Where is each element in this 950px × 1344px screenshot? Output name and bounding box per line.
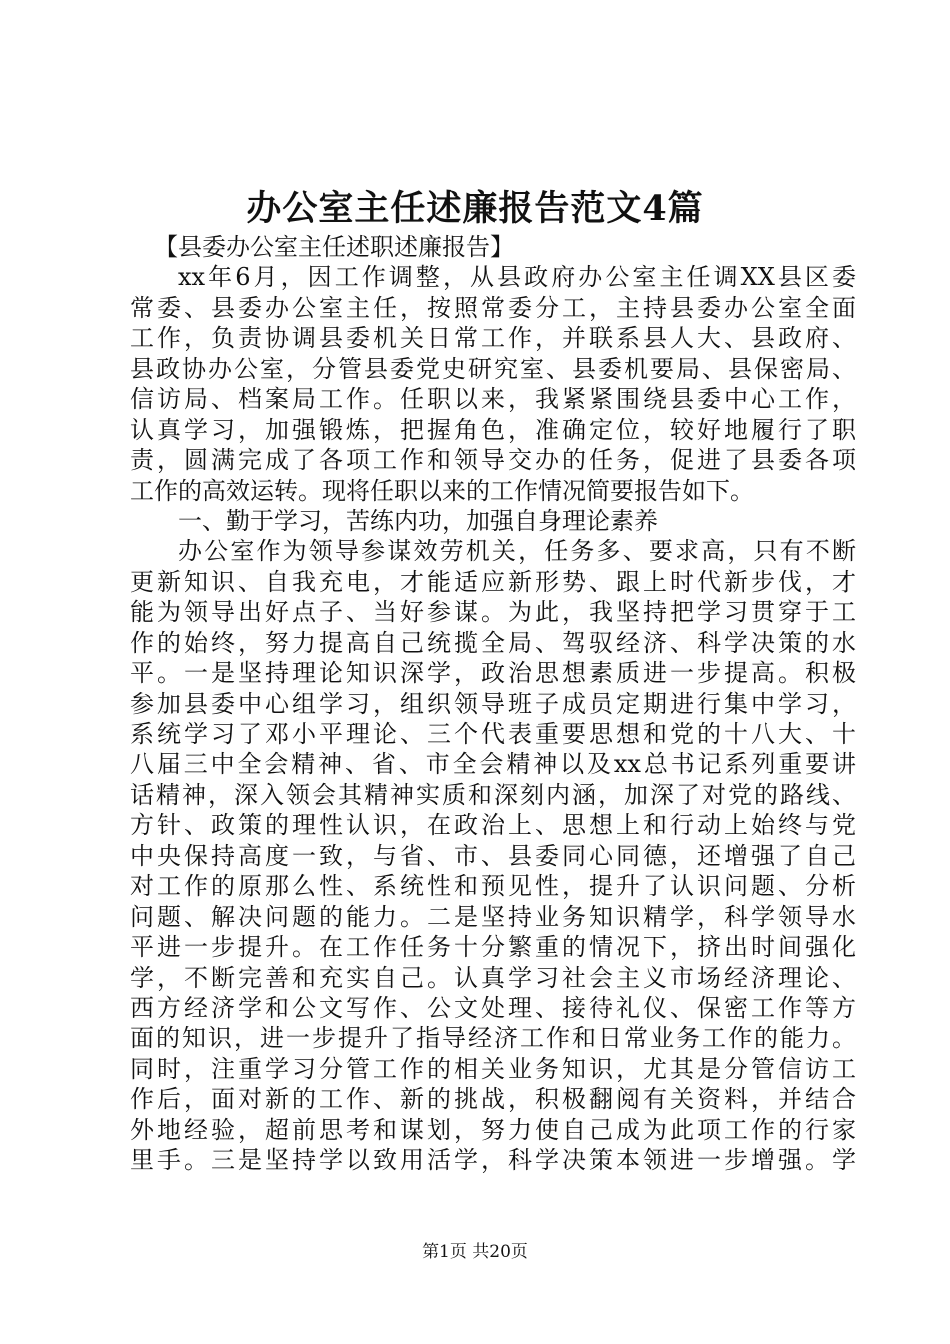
document-title: 办公室主任述廉报告范文4篇: [246, 188, 704, 229]
paragraph-line: 面的知识，进一步提升了指导经济工作和日常业务工作的能力。: [130, 1024, 856, 1053]
paragraph-line: 作后，面对新的工作、新的挑战，积极翻阅有关资料，并结合: [130, 1085, 856, 1114]
paragraph-line: 更新知识、自我充电，才能适应新形势、跟上时代新步伐，才: [130, 567, 856, 596]
paragraph-line: 中央保持高度一致，与省、市、县委同心同德，还增强了自己: [130, 841, 856, 870]
paragraph-line: 方针、政策的理性认识，在政治上、思想上和行动上始终与党: [130, 811, 856, 840]
paragraph-line: 工作的高效运转。现将任职以来的工作情况简要报告如下。: [130, 476, 754, 505]
section-heading-bracket: 【县委办公室主任述职述廉报告】: [154, 233, 514, 261]
paragraph-line: 参加县委中心组学习，组织领导班子成员定期进行集中学习，: [130, 689, 856, 718]
paragraph-line: xx年6月，因工作调整，从县政府办公室主任调XX县区委: [178, 263, 856, 292]
paragraph-line: 作的始终，努力提高自己统揽全局、驾驭经济、科学决策的水: [130, 628, 856, 657]
paragraph-line: 外地经验，超前思考和谋划，努力使自己成为此项工作的行家: [130, 1115, 856, 1144]
page-total: 共20页: [472, 1242, 528, 1262]
paragraph-line: 责，圆满完成了各项工作和领导交办的任务，促进了县委各项: [130, 446, 856, 475]
paragraph-line: 信访局、档案局工作。任职以来，我紧紧围绕县委中心工作，: [130, 385, 856, 414]
paragraph-line: 同时，注重学习分管工作的相关业务知识，尤其是分管信访工: [130, 1054, 856, 1083]
paragraph-line: 工作，负责协调县委机关日常工作，并联系县人大、县政府、: [130, 324, 856, 353]
paragraph-line: 系统学习了邓小平理论、三个代表重要思想和党的十八大、十: [130, 720, 856, 748]
document-body: [130, 232, 856, 1176]
paragraph-line: 学，不断完善和充实自己。认真学习社会主义市场经济理论、: [130, 963, 856, 992]
paragraph-line: 认真学习，加强锻炼，把握角色，准确定位，较好地履行了职: [130, 415, 856, 444]
paragraph-line: 里手。三是坚持学以致用活学，科学决策本领进一步增强。学: [130, 1146, 856, 1175]
paragraph-line: 话精神，深入领会其精神实质和深刻内涵，加深了对党的路线、: [130, 780, 856, 809]
page-footer: [0, 1240, 950, 1264]
section-heading: 一、勤于学习，苦练内功，加强自身理论素养: [178, 506, 658, 535]
paragraph-line: 西方经济学和公文写作、公文处理、接待礼仪、保密工作等方: [130, 993, 856, 1022]
paragraph-line: 办公室作为领导参谋效劳机关，任务多、要求高，只有不断: [178, 537, 856, 566]
paragraph-line: 平。一是坚持理论知识深学，政治思想素质进一步提高。积极: [130, 659, 856, 688]
paragraph-line: 对工作的原那么性、系统性和预见性，提升了认识问题、分析: [130, 872, 856, 901]
paragraph-line: 县政协办公室，分管县委党史研究室、县委机要局、县保密局、: [130, 354, 856, 383]
page-number: 第1页: [422, 1242, 467, 1262]
paragraph-line: 能为领导出好点子、当好参谋。为此，我坚持把学习贯穿于工: [130, 598, 856, 627]
paragraph-line: 平进一步提升。在工作任务十分繁重的情况下，挤出时间强化: [130, 933, 856, 962]
paragraph-line: 八届三中全会精神、省、市全会精神以及xx总书记系列重要讲: [130, 750, 856, 779]
paragraph-line: 问题、解决问题的能力。二是坚持业务知识精学，科学领导水: [130, 902, 856, 931]
paragraph-line: 常委、县委办公室主任，按照常委分工，主持县委办公室全面: [130, 293, 856, 322]
